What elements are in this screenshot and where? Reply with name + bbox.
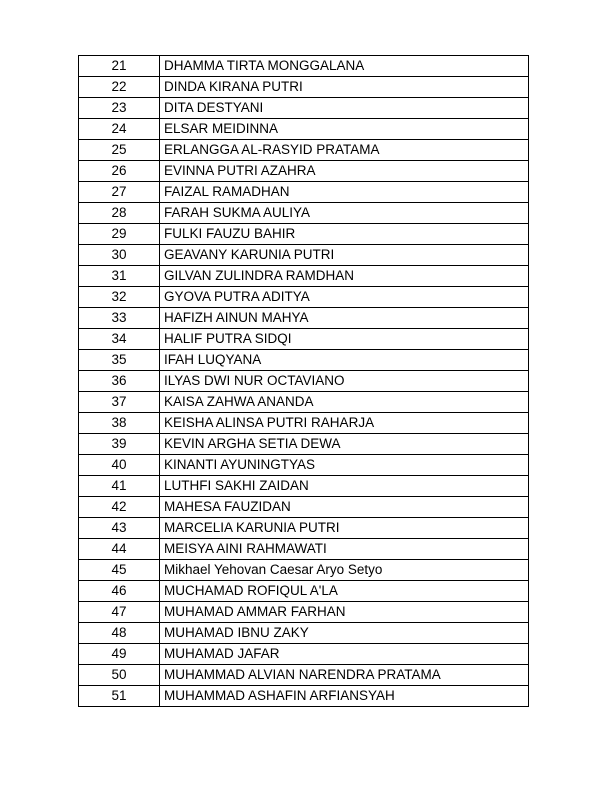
row-number-cell: 21 (79, 56, 160, 77)
table-row (79, 56, 529, 77)
table-row (79, 665, 529, 686)
student-name-cell: MUHAMMAD ASHAFIN ARFIANSYAH (160, 686, 529, 707)
table-row (79, 392, 529, 413)
roster-table-body (79, 56, 529, 707)
row-number-cell: 43 (79, 518, 160, 539)
student-roster-table (78, 55, 529, 707)
table-row (79, 350, 529, 371)
table-row (79, 455, 529, 476)
table-row (79, 266, 529, 287)
row-number-cell: 51 (79, 686, 160, 707)
student-name-cell: GEAVANY KARUNIA PUTRI (160, 245, 529, 266)
row-number-cell: 50 (79, 665, 160, 686)
student-name-cell: ILYAS DWI NUR OCTAVIANO (160, 371, 529, 392)
row-number-cell: 34 (79, 329, 160, 350)
table-row (79, 245, 529, 266)
student-name-cell: Mikhael Yehovan Caesar Aryo Setyo (160, 560, 529, 581)
table-row (79, 98, 529, 119)
row-number-cell: 27 (79, 182, 160, 203)
row-number-cell: 49 (79, 644, 160, 665)
student-name-cell: LUTHFI SAKHI ZAIDAN (160, 476, 529, 497)
row-number-cell: 22 (79, 77, 160, 98)
row-number-cell: 44 (79, 539, 160, 560)
table-row (79, 581, 529, 602)
student-name-cell: ELSAR MEIDINNA (160, 119, 529, 140)
student-name-cell: DITA DESTYANI (160, 98, 529, 119)
table-row (79, 329, 529, 350)
row-number-cell: 24 (79, 119, 160, 140)
row-number-cell: 47 (79, 602, 160, 623)
student-name-cell: EVINNA PUTRI AZAHRA (160, 161, 529, 182)
row-number-cell: 35 (79, 350, 160, 371)
table-row (79, 203, 529, 224)
table-row (79, 119, 529, 140)
table-row (79, 308, 529, 329)
student-name-cell: MUHAMAD AMMAR FARHAN (160, 602, 529, 623)
row-number-cell: 39 (79, 434, 160, 455)
student-name-cell: HAFIZH AINUN MAHYA (160, 308, 529, 329)
student-name-cell: MUHAMMAD ALVIAN NARENDRA PRATAMA (160, 665, 529, 686)
row-number-cell: 46 (79, 581, 160, 602)
table-row (79, 161, 529, 182)
student-name-cell: MUCHAMAD ROFIQUL A'LA (160, 581, 529, 602)
student-name-cell: FARAH SUKMA AULIYA (160, 203, 529, 224)
table-row (79, 182, 529, 203)
table-row (79, 602, 529, 623)
table-row (79, 560, 529, 581)
table-row (79, 497, 529, 518)
table-row (79, 686, 529, 707)
student-name-cell: MARCELIA KARUNIA PUTRI (160, 518, 529, 539)
row-number-cell: 26 (79, 161, 160, 182)
row-number-cell: 41 (79, 476, 160, 497)
student-name-cell: KAISA ZAHWA ANANDA (160, 392, 529, 413)
table-row (79, 371, 529, 392)
table-row (79, 518, 529, 539)
row-number-cell: 40 (79, 455, 160, 476)
row-number-cell: 29 (79, 224, 160, 245)
table-row (79, 413, 529, 434)
student-name-cell: MUHAMAD JAFAR (160, 644, 529, 665)
row-number-cell: 38 (79, 413, 160, 434)
row-number-cell: 25 (79, 140, 160, 161)
student-name-cell: HALIF PUTRA SIDQI (160, 329, 529, 350)
table-row (79, 434, 529, 455)
student-name-cell: MAHESA FAUZIDAN (160, 497, 529, 518)
student-name-cell: FULKI FAUZU BAHIR (160, 224, 529, 245)
table-row (79, 476, 529, 497)
student-name-cell: FAIZAL RAMADHAN (160, 182, 529, 203)
student-name-cell: MEISYA AINI RAHMAWATI (160, 539, 529, 560)
student-name-cell: KEVIN ARGHA SETIA DEWA (160, 434, 529, 455)
row-number-cell: 42 (79, 497, 160, 518)
table-row (79, 140, 529, 161)
row-number-cell: 36 (79, 371, 160, 392)
student-name-cell: GILVAN ZULINDRA RAMDHAN (160, 266, 529, 287)
table-row (79, 539, 529, 560)
table-row (79, 224, 529, 245)
row-number-cell: 45 (79, 560, 160, 581)
row-number-cell: 23 (79, 98, 160, 119)
table-row (79, 77, 529, 98)
row-number-cell: 31 (79, 266, 160, 287)
row-number-cell: 48 (79, 623, 160, 644)
row-number-cell: 28 (79, 203, 160, 224)
student-name-cell: IFAH LUQYANA (160, 350, 529, 371)
student-name-cell: DHAMMA TIRTA MONGGALANA (160, 56, 529, 77)
student-name-cell: MUHAMAD IBNU ZAKY (160, 623, 529, 644)
table-row (79, 623, 529, 644)
student-name-cell: ERLANGGA AL-RASYID PRATAMA (160, 140, 529, 161)
student-name-cell: GYOVA PUTRA ADITYA (160, 287, 529, 308)
table-row (79, 287, 529, 308)
student-name-cell: KINANTI AYUNINGTYAS (160, 455, 529, 476)
row-number-cell: 33 (79, 308, 160, 329)
student-name-cell: DINDA KIRANA PUTRI (160, 77, 529, 98)
row-number-cell: 30 (79, 245, 160, 266)
student-name-cell: KEISHA ALINSA PUTRI RAHARJA (160, 413, 529, 434)
table-row (79, 644, 529, 665)
row-number-cell: 37 (79, 392, 160, 413)
row-number-cell: 32 (79, 287, 160, 308)
